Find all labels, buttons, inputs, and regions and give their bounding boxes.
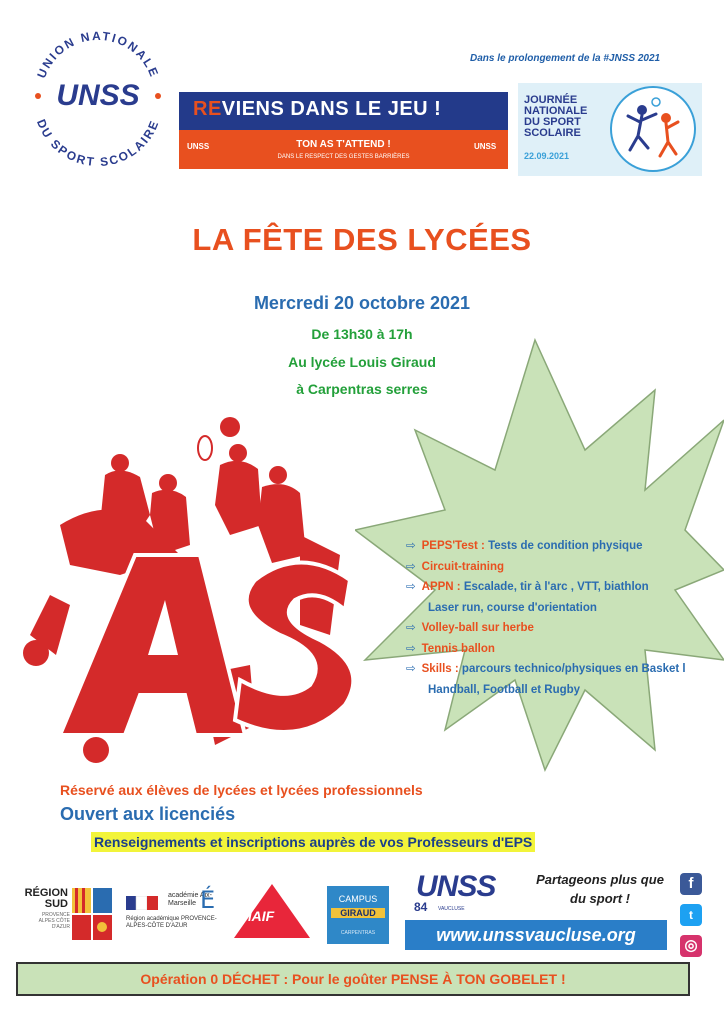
event-date: Mercredi 20 octobre 2021 bbox=[253, 293, 471, 313]
activity-label: PEPS'Test : bbox=[421, 540, 485, 552]
unss84-number: 84 bbox=[414, 900, 428, 914]
arrow-icon: ⇨ bbox=[406, 581, 416, 593]
as-sports-graphic bbox=[0, 405, 392, 763]
event-town: à Carpentras serres bbox=[296, 381, 428, 397]
activity-circuit bbox=[406, 557, 724, 578]
region-small: PROVENCE ALPES CÔTE D'AZUR bbox=[38, 912, 70, 930]
academie-logo bbox=[126, 884, 230, 940]
jnss-title bbox=[524, 95, 604, 139]
academie-sub: Région académique PROVENCE-ALPES-CÔTE D'AZUR bbox=[126, 916, 217, 929]
banner-mini-logo-right: UNSS bbox=[474, 142, 497, 151]
reserve-notice: Réservé aux élèves de lycées et lycées professionnels bbox=[60, 782, 423, 798]
arrow-icon: ⇨ bbox=[406, 663, 416, 675]
twitter-icon[interactable]: t bbox=[680, 904, 702, 926]
activity-label: Volley-ball sur herbe bbox=[421, 622, 534, 634]
arrow-icon: ⇨ bbox=[406, 540, 416, 552]
jnss-line4: SCOLAIRE bbox=[524, 127, 581, 139]
activities-list bbox=[406, 536, 724, 700]
event-time: De 13h30 à 17h bbox=[311, 326, 413, 342]
activity-detail: Tests de condition physique bbox=[484, 540, 643, 552]
website-link[interactable]: www.unssvaucluse.org bbox=[405, 920, 667, 950]
academie-e-mark: É bbox=[200, 886, 216, 914]
region-line2: SUD bbox=[44, 898, 68, 910]
jnss-line2: NATIONALE bbox=[524, 105, 588, 117]
logo-arc-top: UNION NATIONALE bbox=[34, 28, 162, 81]
banner-subtitle: TON AS T'ATTEND ! bbox=[296, 139, 391, 150]
jnss-block bbox=[518, 83, 702, 176]
unss-logo bbox=[24, 10, 172, 170]
arrow-icon: ⇨ bbox=[406, 622, 416, 634]
banner-mini-logo-left: UNSS bbox=[187, 142, 210, 151]
logo-arc-bottom: DU SPORT SCOLAIRE bbox=[34, 117, 162, 170]
unss84-dept: VAUCLUSE bbox=[438, 906, 465, 912]
jnss-illustration bbox=[610, 86, 696, 172]
logo-wordmark: UNSS bbox=[56, 79, 140, 112]
activity-appn bbox=[406, 577, 724, 598]
zero-dechet-banner: Opération 0 DÉCHET : Pour le goûter PENSE À TON GOBELET ! bbox=[16, 962, 690, 996]
jnss-line1: JOURNÉE bbox=[524, 94, 578, 106]
event-place: Au lycée Louis Giraud bbox=[288, 354, 436, 370]
activity-skills bbox=[406, 659, 724, 680]
activity-volley bbox=[406, 618, 724, 639]
campus-line1: CAMPUS bbox=[338, 894, 378, 904]
jnss-date: 22.09.2021 bbox=[524, 151, 570, 161]
activity-label: Skills : bbox=[421, 663, 459, 675]
activity-label: Tennis ballon bbox=[421, 642, 495, 655]
unss84-wordmark: UNSS bbox=[416, 870, 496, 903]
as-letters: AS bbox=[0, 405, 2, 406]
unss-84-logo bbox=[410, 866, 530, 918]
activity-skills-continued bbox=[406, 680, 724, 701]
banner-small-print: DANS LE RESPECT DES GESTES BARRIÈRES bbox=[277, 154, 410, 160]
region-shield-icon bbox=[72, 888, 112, 940]
academie-name: académie Aix-Marseille bbox=[168, 892, 212, 907]
activity-label: Circuit-training bbox=[421, 560, 505, 573]
campus-line2: GIRAUD bbox=[331, 908, 385, 918]
activity-detail: parcours technico/physiques en Basket l bbox=[458, 663, 686, 675]
arrow-icon: ⇨ bbox=[406, 642, 416, 655]
activity-detail: Handball, Football et Rugby bbox=[428, 683, 581, 696]
region-sud-logo bbox=[18, 886, 116, 944]
facebook-icon[interactable]: f bbox=[680, 873, 702, 895]
french-flag-icon bbox=[126, 896, 158, 910]
maif-text: MAIF bbox=[240, 908, 275, 924]
svg-text:UNION NATIONALE bbox=[34, 29, 161, 80]
renseignements-notice: Renseignements et inscriptions auprès de vos Professeurs d'EPS bbox=[91, 832, 535, 852]
activity-tennis-ballon bbox=[406, 639, 724, 660]
activity-detail: Laser run, course d'orientation bbox=[428, 601, 597, 614]
partageons-slogan: Partageons plus que du sport ! bbox=[536, 872, 664, 906]
svg-text:DU SPORT SCOLAIRE bbox=[34, 117, 162, 169]
reviens-banner bbox=[179, 92, 508, 169]
jnss-line3: DU SPORT bbox=[524, 116, 581, 128]
tagline: Dans le prolongement de la #JNSS 2021 bbox=[470, 53, 661, 64]
region-line1: RÉGION bbox=[24, 887, 68, 899]
instagram-icon[interactable]: ◎ bbox=[680, 935, 702, 957]
activity-label: APPN : bbox=[421, 581, 461, 593]
ouvert-notice: Ouvert aux licenciés bbox=[60, 804, 236, 824]
page-title: LA FÊTE DES LYCÉES bbox=[192, 222, 532, 257]
banner-title-prefix: RE bbox=[193, 98, 222, 120]
campus-giraud-logo bbox=[327, 886, 389, 944]
maif-logo bbox=[232, 880, 312, 940]
activity-peps bbox=[406, 536, 724, 557]
arrow-icon: ⇨ bbox=[406, 560, 416, 573]
campus-line3: CARPENTRAS bbox=[340, 930, 376, 936]
activity-appn-continued bbox=[406, 598, 724, 619]
banner-title-rest: VIENS DANS LE JEU ! bbox=[221, 98, 442, 120]
activity-detail: Escalade, tir à l'arc , VTT, biathlon bbox=[460, 581, 649, 593]
banner-title bbox=[193, 98, 441, 121]
